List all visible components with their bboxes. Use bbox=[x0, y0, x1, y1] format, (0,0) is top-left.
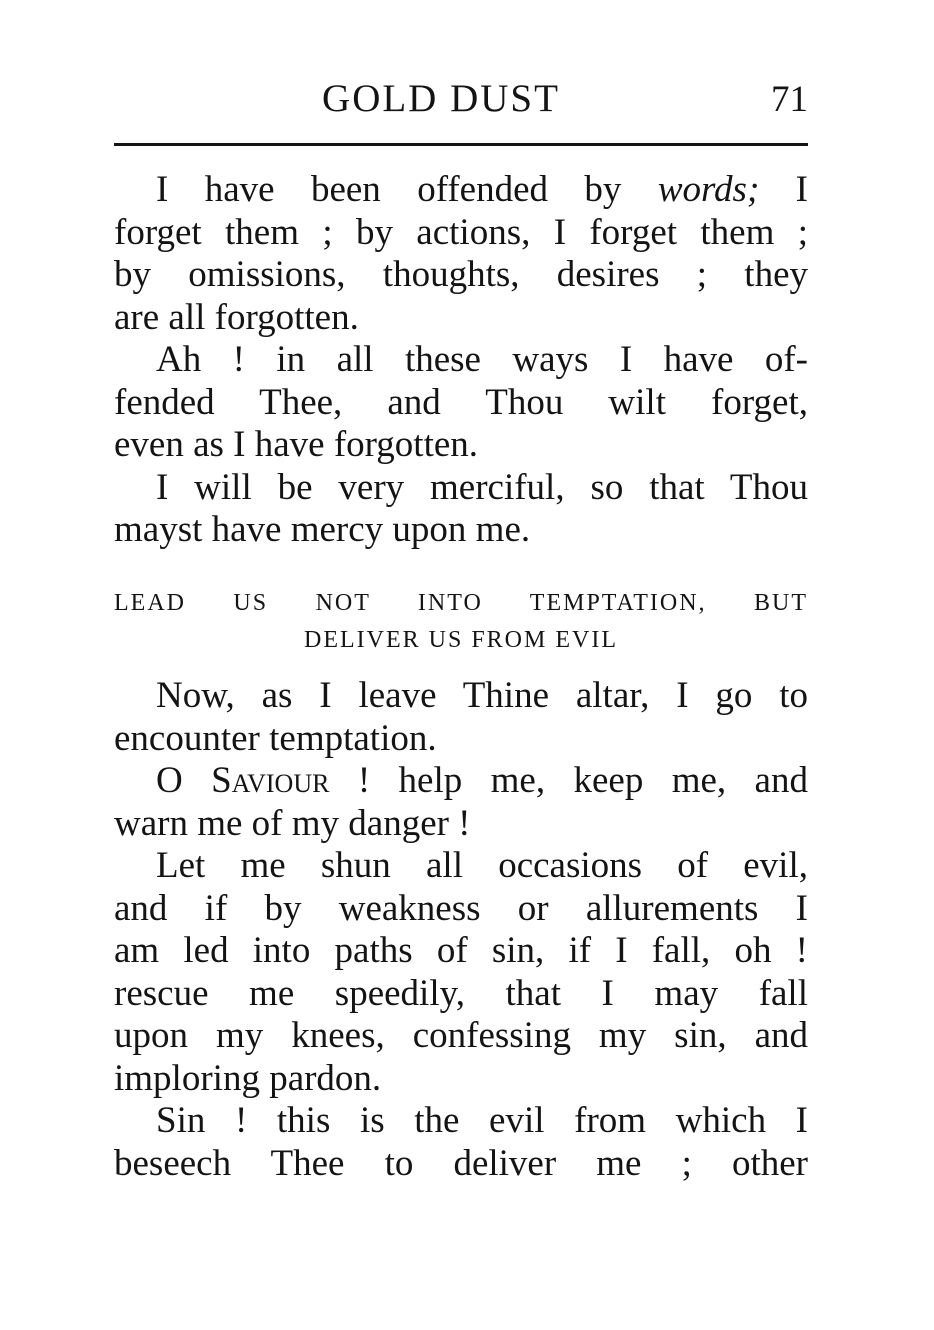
running-head bbox=[114, 76, 808, 126]
text-line: beseech Thee to deliver me ; other bbox=[114, 1142, 808, 1184]
paragraph bbox=[114, 467, 808, 552]
paragraph bbox=[114, 1100, 808, 1185]
page-title: GOLD DUST bbox=[322, 77, 560, 120]
text-line: warn me of my danger ! bbox=[114, 802, 471, 844]
paragraph bbox=[114, 169, 808, 339]
text-line: upon my knees, confessing my sin, and bbox=[114, 1015, 808, 1056]
text-run: O bbox=[156, 760, 212, 801]
header-rule bbox=[114, 143, 808, 146]
text-line: by omissions, thoughts, desires ; they bbox=[114, 254, 808, 295]
text-line: and if by weakness or allurements I bbox=[114, 887, 808, 929]
heading-line: LEAD US NOT INTO TEMPTATION, BUT bbox=[114, 590, 808, 616]
italic-word: words; bbox=[657, 169, 760, 210]
text-line: encounter temptation. bbox=[114, 717, 437, 759]
text-line: forget them ; by actions, I forget them ; bbox=[114, 211, 808, 253]
paragraph bbox=[114, 845, 808, 1100]
text-line: rescue me speedily, that I may fall bbox=[114, 972, 808, 1014]
text-line: fended Thee, and Thou wilt forget, bbox=[114, 381, 808, 423]
section-forgiveness bbox=[114, 169, 808, 552]
text-run: I have been offended by bbox=[156, 169, 622, 210]
page-number: 71 bbox=[771, 79, 808, 120]
section-temptation bbox=[114, 675, 808, 1185]
text-run: I bbox=[759, 169, 809, 210]
text-line: Ah ! in all these ways I have of- bbox=[156, 339, 808, 380]
paragraph bbox=[114, 339, 808, 467]
heading-line: DELIVER US FROM EVIL bbox=[304, 627, 618, 653]
small-caps-word: Saviour bbox=[211, 760, 330, 801]
text-line: Now, as I leave Thine altar, I go to bbox=[156, 675, 808, 716]
paragraph bbox=[114, 675, 808, 760]
text-line: Sin ! this is the evil from which I bbox=[156, 1100, 808, 1141]
text-line: imploring pardon. bbox=[114, 1057, 382, 1099]
text-line: Let me shun all occasions of evil, bbox=[156, 845, 808, 886]
paragraph bbox=[114, 760, 808, 845]
text-line: mayst have mercy upon me. bbox=[114, 509, 531, 550]
text-line bbox=[114, 169, 808, 212]
text-line: are all forgotten. bbox=[114, 296, 359, 338]
text-line: I will be very merciful, so that Thou bbox=[156, 466, 808, 508]
text-line bbox=[114, 760, 808, 803]
text-run: ! help me, keep me, and bbox=[329, 760, 808, 801]
text-line: even as I have forgotten. bbox=[114, 424, 479, 465]
text-line: am led into paths of sin, if I fall, oh ! bbox=[114, 930, 808, 971]
section-heading bbox=[114, 585, 808, 659]
